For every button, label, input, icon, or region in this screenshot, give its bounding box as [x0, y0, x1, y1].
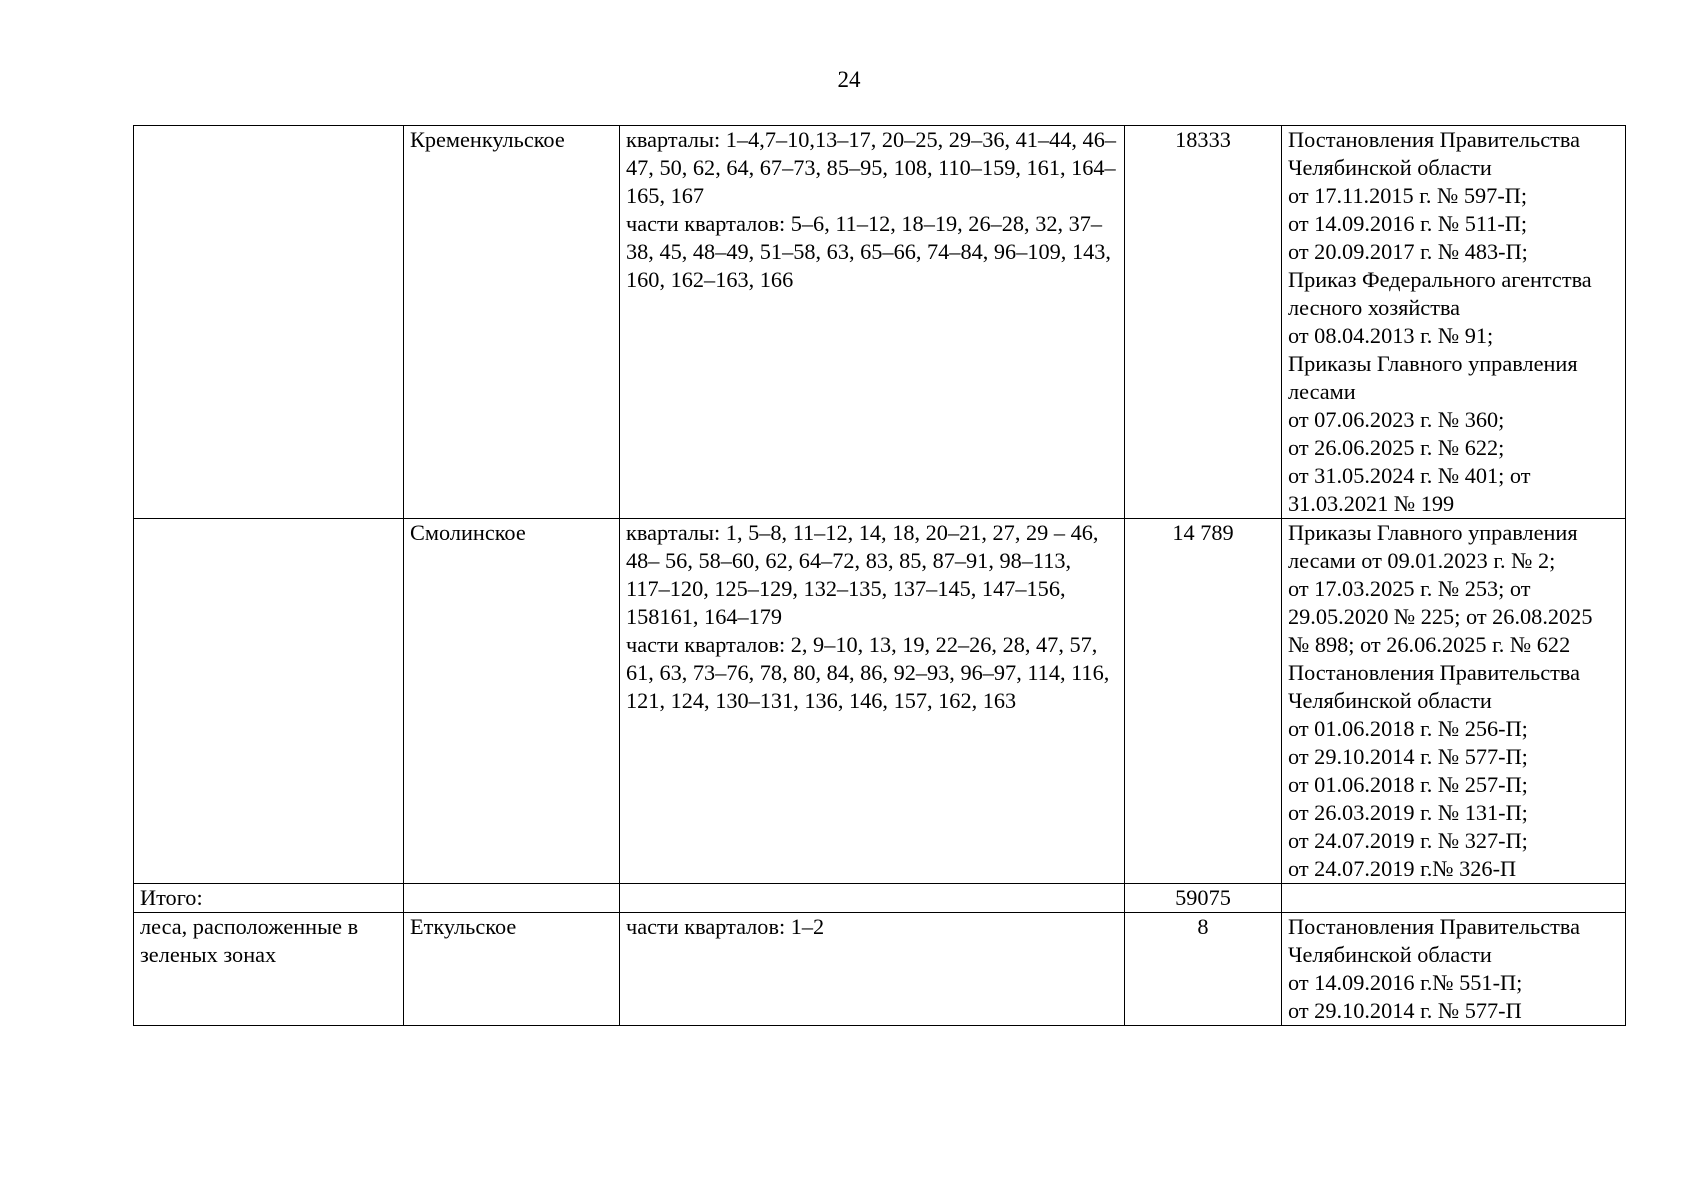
documents-cell: Постановления Правительства Челябинской области от 17.11.2015 г. № 597-П; от 14.09.2016 г. № 511-П; от 20.09.2017 г. № 483-П; Приказ Федерального агентства лесного хозяйства от 08.04.2013 г. № 91; Приказы Главного управления лесами от 07.06.2023 г. № 360; от 26.06.2025 г. № 622; от 31.05.2024 г. № 401; от 31.03.2021 № 199 — [1282, 126, 1626, 519]
quarters-cell — [620, 884, 1125, 913]
forestry-cell — [404, 884, 620, 913]
forestry-cell: Еткульское — [404, 913, 620, 1026]
forestry-cell: Кременкульское — [404, 126, 620, 519]
area-cell: 8 — [1125, 913, 1282, 1026]
category-cell — [134, 126, 404, 519]
total-label-cell: Итого: — [134, 884, 404, 913]
forestry-cell: Смолинское — [404, 519, 620, 884]
forest-table — [133, 125, 1626, 1026]
area-cell: 18333 — [1125, 126, 1282, 519]
table-row — [134, 519, 1626, 884]
documents-cell — [1282, 884, 1626, 913]
table-row-total — [134, 884, 1626, 913]
documents-cell: Постановления Правительства Челябинской области от 14.09.2016 г.№ 551-П; от 29.10.2014 г. № 577-П — [1282, 913, 1626, 1026]
table-row — [134, 913, 1626, 1026]
documents-cell: Приказы Главного управления лесами от 09.01.2023 г. № 2; от 17.03.2025 г. № 253; от 29.05.2020 № 225; от 26.08.2025 № 898; от 26.06.2025 г. № 622 Постановления Правительства Челябинской области от 01.06.2018 г. № 256-П; от 29.10.2014 г. № 577-П; от 01.06.2018 г. № 257-П; от 26.03.2019 г. № 131-П; от 24.07.2019 г. № 327-П; от 24.07.2019 г.№ 326-П — [1282, 519, 1626, 884]
total-area-cell: 59075 — [1125, 884, 1282, 913]
quarters-cell: кварталы: 1, 5–8, 11–12, 14, 18, 20–21, 27, 29 – 46, 48– 56, 58–60, 62, 64–72, 83, 85, 87–91, 98–113, 117–120, 125–129, 132–135, 137–145, 147–156, 158161, 164–179 части кварталов: 2, 9–10, 13, 19, 22–26, 28, 47, 57, 61, 63, 73–76, 78, 80, 84, 86, 92–93, 96–97, 114, 116, 121, 124, 130–131, 136, 146, 157, 162, 163 — [620, 519, 1125, 884]
quarters-cell: части кварталов: 1–2 — [620, 913, 1125, 1026]
area-cell: 14 789 — [1125, 519, 1282, 884]
category-cell: леса, расположенные в зеленых зонах — [134, 913, 404, 1026]
table-row — [134, 126, 1626, 519]
quarters-cell: кварталы: 1–4,7–10,13–17, 20–25, 29–36, 41–44, 46–47, 50, 62, 64, 67–73, 85–95, 108, 110–159, 161, 164–165, 167 части кварталов: 5–6, 11–12, 18–19, 26–28, 32, 37–38, 45, 48–49, 51–58, 63, 65–66, 74–84, 96–109, 143, 160, 162–163, 166 — [620, 126, 1125, 519]
category-cell — [134, 519, 404, 884]
page-number: 24 — [837, 67, 861, 92]
